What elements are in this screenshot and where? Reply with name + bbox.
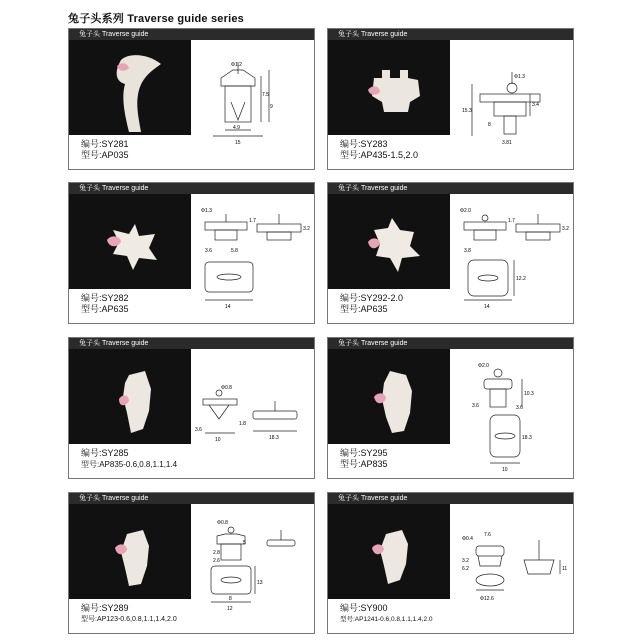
card-header: 兔子头 Traverse guide: [328, 183, 573, 194]
dimension-label: 13: [257, 580, 263, 586]
card-header: 兔子头 Traverse guide: [328, 338, 573, 349]
technical-drawing: [450, 504, 573, 633]
product-code: 编号:SY295: [340, 448, 388, 458]
dimension-label: 3.6: [472, 403, 479, 409]
product-model: 型号:AP123-0.6,0.8,1.1,1.4,2.0: [81, 616, 177, 623]
product-model: 型号:AP035: [81, 150, 129, 160]
product-card-sy285: [68, 337, 315, 479]
dim-label: 4.9: [233, 125, 240, 131]
product-model: 型号:AP835-0.6,0.8,1.1,1.4: [81, 460, 178, 469]
product-photo: [69, 194, 191, 289]
dimension-label: Φ2.0: [478, 363, 489, 369]
product-card-sy281: [68, 28, 315, 170]
product-photo: [69, 504, 191, 599]
card-header: 兔子头 Traverse guide: [69, 183, 314, 194]
card-header: 兔子头 Traverse guide: [328, 493, 573, 504]
dimension-label: 3.4: [532, 102, 539, 108]
card-header: 兔子头 Traverse guide: [69, 29, 314, 40]
technical-drawing: [450, 349, 573, 478]
dimension-label: 10.3: [524, 391, 534, 397]
dimension-label: Φ12.6: [480, 596, 494, 602]
card-header: 兔子头 Traverse guide: [69, 493, 314, 504]
card-header: 兔子头 Traverse guide: [69, 338, 314, 349]
product-code: 编号:SY285: [81, 448, 129, 458]
product-photo: [328, 504, 450, 599]
product-code: 编号:SY283: [340, 139, 388, 149]
dimension-label: 3.6: [195, 427, 202, 433]
dimension-label: 10: [502, 467, 508, 473]
product-model: 型号:AP835: [340, 459, 388, 469]
dimension-label: Φ0.8: [217, 520, 228, 526]
dimension-label: 3.81: [502, 140, 512, 146]
product-card-sy289: [68, 492, 315, 634]
dimension-label: 5: [243, 540, 246, 546]
dimension-label: 18.3: [522, 435, 532, 441]
dimension-label: 5.8: [231, 248, 238, 254]
technical-drawing: [191, 504, 314, 633]
dimension-label: Φ1.3: [514, 74, 525, 80]
product-code: 编号:SY282: [81, 293, 129, 303]
dimension-label: 1.7: [508, 218, 515, 224]
product-code: 编号:SY900: [340, 603, 388, 613]
product-card-sy295: [327, 337, 574, 479]
dimension-label: Φ2.0: [460, 208, 471, 214]
dimension-label: 1.8: [239, 421, 246, 427]
product-model: 型号:AP435-1.5,2.0: [340, 150, 419, 160]
dimension-label: 14: [225, 304, 231, 310]
product-card-sy900: [327, 492, 574, 634]
dimension-label: 8: [488, 122, 491, 128]
dimension-label: 3.2: [462, 558, 469, 564]
dimension-label: 6.2: [462, 566, 469, 572]
dimension-label: 3.2: [562, 226, 569, 232]
dimension-label: 1.7: [249, 218, 256, 224]
dimension-label: 10: [215, 437, 221, 443]
dimension-label: 3.6: [516, 405, 523, 411]
dimension-label: 12.2: [516, 276, 526, 282]
product-photo: [69, 349, 191, 444]
dimension-label: 3.2: [303, 226, 310, 232]
product-code: 编号:SY292-2.0: [340, 293, 404, 303]
technical-drawing: [450, 40, 573, 169]
product-card-sy282: [68, 182, 315, 324]
product-card-sy292: [327, 182, 574, 324]
dimension-label: Φ1.3: [201, 208, 212, 214]
dimension-label: 2.8: [213, 550, 220, 556]
dimension-label: 3.8: [464, 248, 471, 254]
technical-drawing: [191, 194, 314, 323]
dimension-label: 8: [229, 596, 232, 602]
dim-label: 15: [235, 140, 241, 146]
dim-label: Φ1.2: [231, 62, 242, 68]
product-photo: [69, 40, 191, 135]
dimension-label: 12: [227, 606, 233, 612]
dimension-label: 11: [562, 566, 568, 572]
product-code: 编号:SY281: [81, 139, 129, 149]
dimension-label: Φ0.4: [462, 536, 473, 542]
dimension-label: 14: [484, 304, 490, 310]
dimension-label: 15.3: [462, 108, 472, 114]
product-model: 型号:AP635: [340, 304, 388, 314]
product-model: 型号:AP635: [81, 304, 129, 314]
technical-drawing: [191, 40, 314, 169]
dimension-label: 2.6: [213, 558, 220, 564]
dimension-label: 3.6: [205, 248, 212, 254]
product-model: 型号:AP1241-0.6,0.8,1.1,1.4,2.0: [340, 616, 433, 623]
dim-label: 9: [270, 104, 273, 110]
product-card-sy283: [327, 28, 574, 170]
product-photo: [328, 40, 450, 135]
dimension-label: 18.3: [269, 435, 279, 441]
dimension-label: 7.6: [484, 532, 491, 538]
product-photo: [328, 194, 450, 289]
card-header: 兔子头 Traverse guide: [328, 29, 573, 40]
page-title: 兔子头系列 Traverse guide series: [68, 13, 244, 25]
dimension-label: Φ0.8: [221, 385, 232, 391]
technical-drawing: [191, 349, 314, 478]
product-photo: [328, 349, 450, 444]
product-code: 编号:SY289: [81, 603, 129, 613]
dim-label: 7.5: [262, 92, 269, 98]
technical-drawing: [450, 194, 573, 323]
